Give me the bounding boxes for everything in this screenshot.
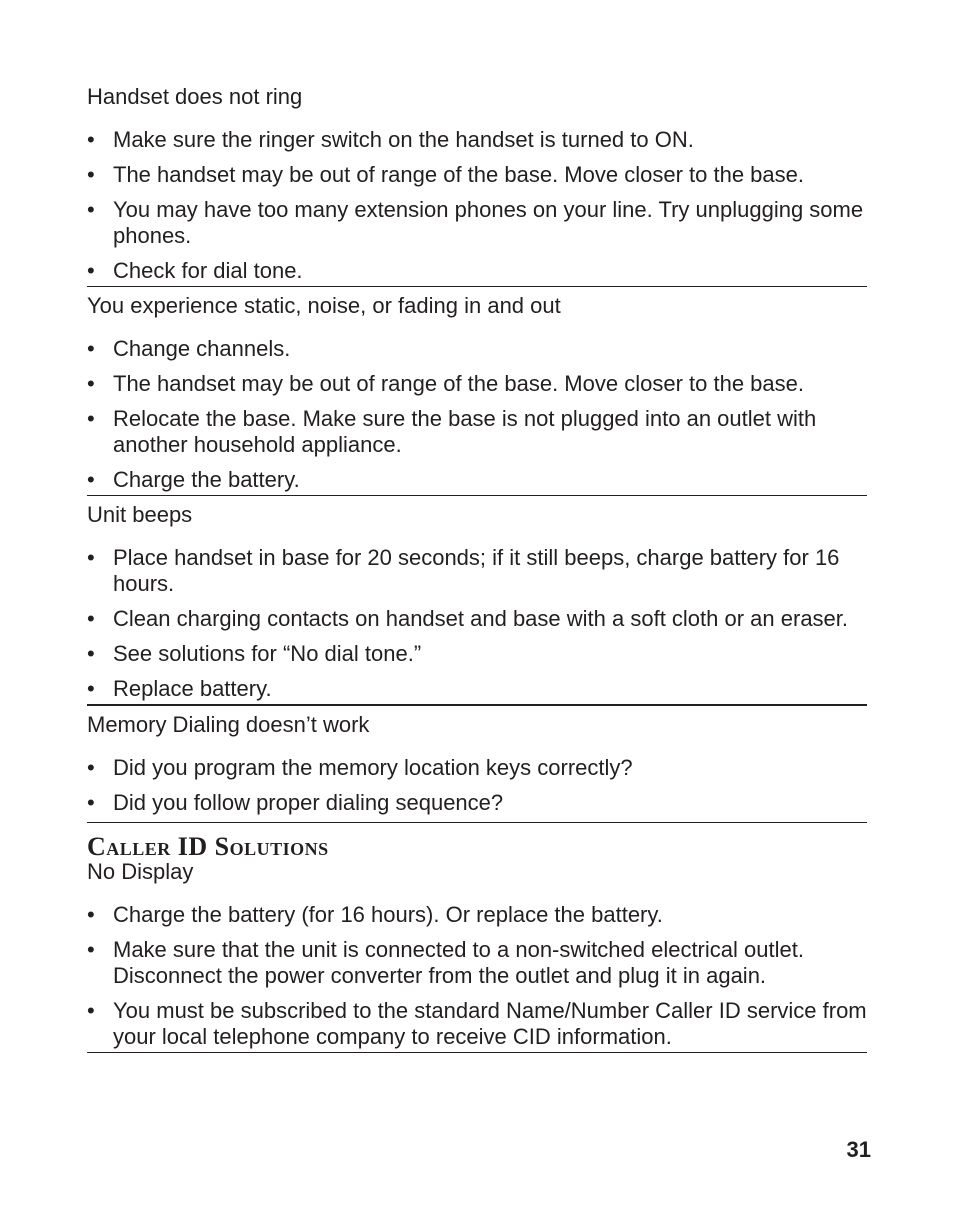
bullet-icon: • [87,676,95,701]
problem-title: No Display [87,859,194,884]
list-item [87,937,867,989]
bullet-icon: • [87,755,95,780]
section-unit-beeps [87,502,867,706]
solution-list [87,755,867,816]
problem-title: Handset does not ring [87,84,303,109]
list-item-text: Replace battery. [113,676,272,701]
bullet-icon: • [87,371,95,396]
list-item [87,197,867,249]
list-item-text: You may have too many extension phones on your line. Try unplugging some phones. [113,197,864,248]
bullet-icon: • [87,902,95,927]
bullet-icon: • [87,790,95,815]
list-item [87,545,867,597]
list-item-text: The handset may be out of range of the base. Move closer to the base. [113,162,804,187]
bullet-icon: • [87,258,95,283]
bullet-icon: • [87,606,95,631]
list-item-text: Clean charging contacts on handset and base with a soft cloth or an eraser. [113,606,849,631]
list-item-text: You must be subscribed to the standard Name/Number Caller ID service from your local telephone company to receive CID information. [113,998,867,1049]
section-divider [87,704,867,706]
section-static-noise [87,293,867,496]
bullet-icon: • [87,641,95,666]
list-item [87,676,867,702]
section-caller-id-solutions [87,833,867,1053]
list-item-text: Relocate the base. Make sure the base is not plugged into an outlet with another household appliance. [113,406,817,457]
list-item-text: Make sure the ringer switch on the handset is turned to ON. [113,127,694,152]
list-item [87,127,867,153]
list-item [87,336,867,362]
list-item-text: Check for dial tone. [113,258,303,283]
bullet-icon: • [87,467,95,492]
list-item-text: Did you program the memory location keys correctly? [113,755,633,780]
list-item [87,902,867,928]
bullet-icon: • [87,937,95,962]
problem-title: Memory Dialing doesn’t work [87,712,370,737]
solution-list [87,902,867,1050]
list-item-text: Make sure that the unit is connected to a non-switched electrical outlet. Disconnect the power converter from the outlet and plug it in again. [113,937,804,988]
bullet-icon: • [87,406,95,431]
list-item-text: Change channels. [113,336,291,361]
section-divider [87,286,867,287]
bullet-icon: • [87,336,95,361]
section-divider [87,822,867,823]
list-item [87,258,867,284]
problem-title: Unit beeps [87,502,193,527]
section-divider [87,1052,867,1053]
list-item [87,790,867,816]
solution-list [87,127,867,284]
bullet-icon: • [87,545,95,570]
list-item-text: Charge the battery. [113,467,300,492]
solution-list [87,336,867,493]
list-item [87,162,867,188]
list-item [87,467,867,493]
section-heading: Caller ID Solutions [87,832,329,861]
list-item [87,606,867,632]
problem-title: You experience static, noise, or fading in and out [87,293,561,318]
list-item-text: Did you follow proper dialing sequence? [113,790,504,815]
bullet-icon: • [87,127,95,152]
list-item [87,406,867,458]
section-handset-does-not-ring [87,84,867,287]
list-item [87,755,867,781]
list-item-text: Place handset in base for 20 seconds; if it still beeps, charge battery for 16 hours. [113,545,840,596]
section-divider [87,495,867,496]
list-item-text: Charge the battery (for 16 hours). Or replace the battery. [113,902,663,927]
list-item-text: The handset may be out of range of the base. Move closer to the base. [113,371,804,396]
troubleshooting-page [87,84,867,1059]
solution-list [87,545,867,702]
list-item [87,371,867,397]
list-item [87,641,867,667]
list-item [87,998,867,1050]
section-memory-dialing [87,712,867,823]
bullet-icon: • [87,998,95,1023]
bullet-icon: • [87,197,95,222]
bullet-icon: • [87,162,95,187]
page-number: 31 [846,1137,871,1162]
list-item-text: See solutions for “No dial tone.” [113,641,422,666]
